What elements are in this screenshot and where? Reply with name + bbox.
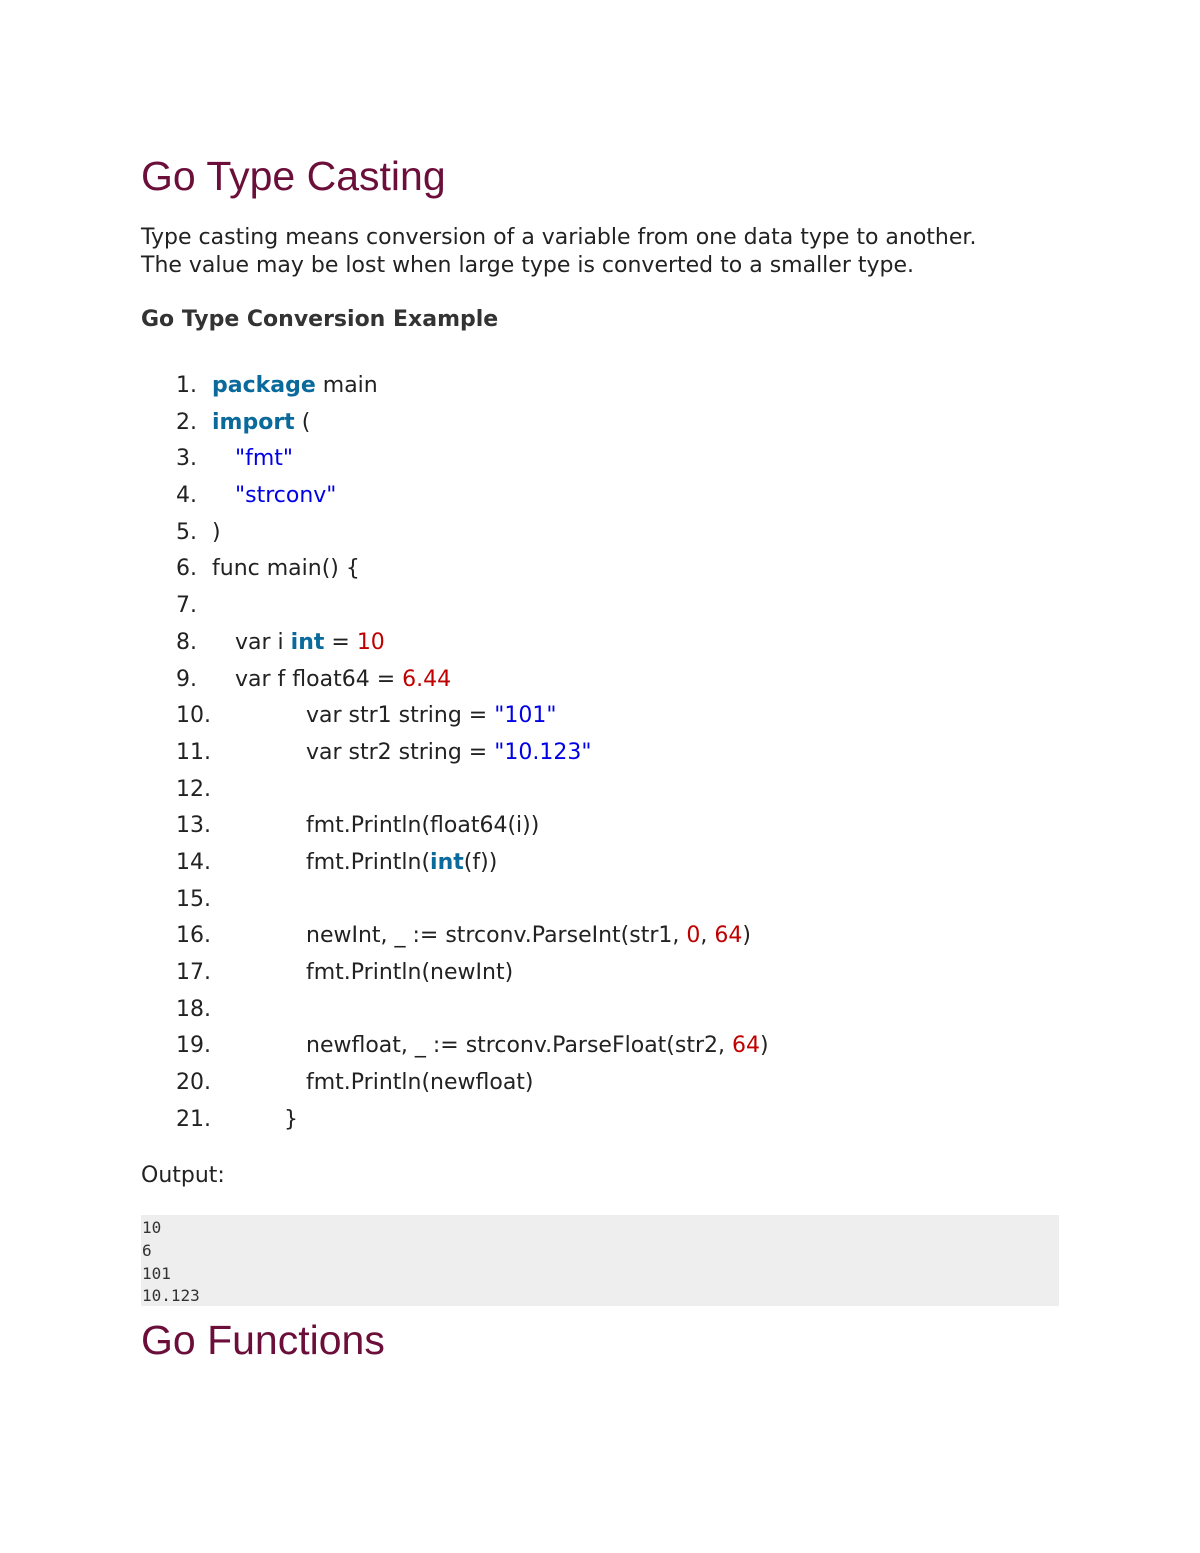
line-number: 20.	[176, 1070, 211, 1096]
code-text	[306, 698, 556, 735]
next-section-title: Go Functions	[141, 1317, 385, 1363]
keyword: package	[212, 373, 316, 398]
code-line	[0, 662, 1100, 699]
code-text: fmt.Println(newfloat)	[306, 1070, 534, 1096]
code-line	[0, 992, 1100, 1029]
code-line	[0, 405, 1100, 442]
line-number: 10.	[176, 703, 211, 729]
code-fragment: var i	[235, 629, 291, 655]
number-literal: 64	[714, 923, 743, 949]
output-block	[141, 1215, 1059, 1306]
code-line	[0, 551, 1100, 588]
number-literal: 10	[356, 629, 385, 655]
code-fragment: main	[315, 373, 378, 398]
keyword: import	[212, 409, 295, 435]
code-line	[0, 368, 1100, 405]
code-fragment: newfloat, _ := strconv.ParseFloat(str2,	[306, 1033, 733, 1059]
code-fragment: var f float64 =	[235, 666, 403, 692]
line-number: 13.	[176, 813, 211, 839]
code-text	[235, 441, 293, 478]
number-literal: 64	[732, 1033, 761, 1059]
code-text: }	[284, 1106, 298, 1132]
line-number: 3.	[176, 446, 197, 472]
code-line	[0, 772, 1100, 809]
line-number: 17.	[176, 960, 211, 985]
code-text: func main() {	[212, 556, 360, 582]
code-line	[0, 1102, 1100, 1139]
code-text	[306, 1028, 769, 1065]
line-number: 21.	[176, 1106, 211, 1132]
line-number: 16.	[176, 923, 211, 949]
intro-line-1: Type casting means conversion of a variable from one data type to another.	[141, 225, 977, 250]
keyword: int	[430, 849, 464, 875]
code-listing	[0, 368, 1100, 1138]
line-number: 11.	[176, 739, 211, 765]
output-line: 6	[142, 1240, 152, 1260]
code-line	[0, 588, 1100, 625]
code-fragment: var str1 string =	[306, 703, 495, 729]
string-literal: "101"	[494, 703, 557, 729]
code-text	[235, 625, 385, 662]
code-text	[235, 662, 451, 699]
code-fragment: )	[760, 1033, 769, 1059]
code-text	[212, 368, 378, 405]
code-text	[306, 735, 591, 772]
code-line	[0, 918, 1100, 955]
line-number: 6.	[176, 556, 197, 582]
output-label: Output:	[141, 1163, 225, 1188]
code-line	[0, 625, 1100, 662]
code-line	[0, 441, 1100, 478]
line-number: 19.	[176, 1033, 211, 1059]
code-text	[212, 405, 310, 442]
code-fragment: var str2 string =	[306, 739, 495, 765]
code-fragment: (	[294, 409, 311, 435]
string-literal: "fmt"	[235, 446, 294, 472]
code-text	[306, 918, 751, 955]
line-number: 1.	[176, 373, 197, 398]
code-line	[0, 845, 1100, 882]
line-number: 5.	[176, 519, 197, 545]
code-line	[0, 1028, 1100, 1065]
example-heading: Go Type Conversion Example	[141, 307, 499, 332]
line-number: 12.	[176, 776, 211, 802]
code-fragment: (f))	[463, 849, 498, 875]
line-number: 14.	[176, 849, 211, 875]
output-line: 10.123	[142, 1286, 200, 1306]
output-line: 10	[142, 1218, 162, 1237]
code-text: fmt.Println(float64(i))	[306, 813, 540, 839]
code-text	[235, 478, 336, 515]
code-line	[0, 808, 1100, 845]
number-literal: 0	[686, 923, 701, 949]
code-line	[0, 698, 1100, 735]
string-literal: "strconv"	[235, 483, 337, 509]
string-literal: "10.123"	[494, 739, 592, 765]
line-number: 7.	[176, 593, 197, 619]
code-fragment: fmt.Println(	[306, 849, 431, 875]
line-number: 8.	[176, 629, 197, 655]
code-text	[306, 845, 497, 882]
code-line	[0, 478, 1100, 515]
line-number: 4.	[176, 483, 197, 509]
intro-line-2: The value may be lost when large type is converted to a smaller type.	[141, 253, 915, 278]
output-line: 101	[142, 1263, 171, 1283]
page-title: Go Type Casting	[141, 153, 446, 199]
number-literal: 6.44	[402, 666, 452, 692]
code-line	[0, 735, 1100, 772]
line-number: 2.	[176, 409, 197, 435]
code-line	[0, 515, 1100, 552]
code-line	[0, 1065, 1100, 1102]
code-fragment: newInt, _ := strconv.ParseInt(str1,	[306, 923, 687, 949]
code-line	[0, 882, 1100, 919]
code-fragment: =	[324, 629, 357, 655]
line-number: 18.	[176, 996, 211, 1022]
intro-paragraph	[141, 224, 1071, 280]
line-number: 15.	[176, 886, 211, 912]
code-fragment: )	[742, 923, 751, 949]
code-fragment: ,	[700, 923, 715, 949]
code-line	[0, 955, 1100, 992]
line-number: 9.	[176, 666, 197, 692]
keyword: int	[290, 629, 325, 655]
code-text: )	[212, 519, 221, 545]
code-text: fmt.Println(newInt)	[306, 960, 514, 985]
